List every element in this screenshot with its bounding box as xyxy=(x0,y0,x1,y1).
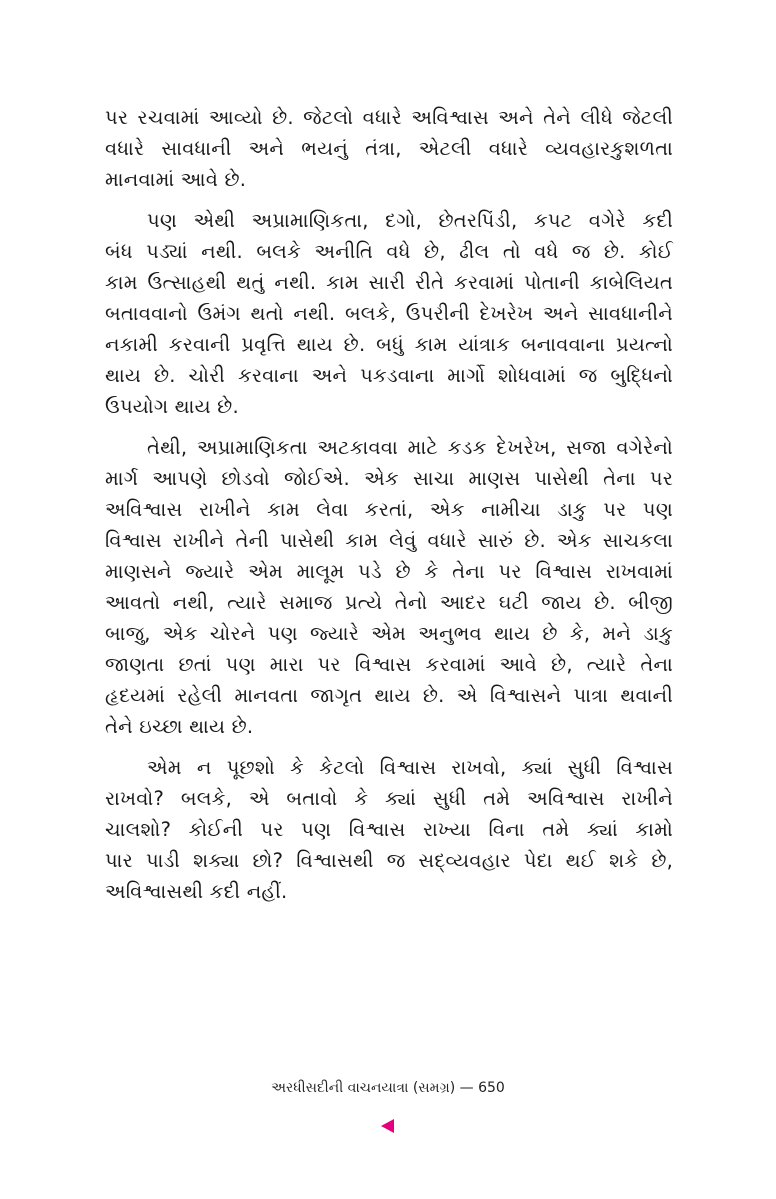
text-line: પણ એથી અપ્રામાણિકતા, દગો, છેતરપિંડી, કપટ વગેરે કદી xyxy=(147,209,673,232)
footer-text: અરધીસદીની વાચનયાત્રા (સમગ્ર) — 650 xyxy=(271,1080,505,1096)
text-line: વધારે સાવધાની અને ભયનું તંત્રા, એટલી વધારે વ્યવહારકુશળતા xyxy=(105,137,673,160)
text-line: જાણતા છતાં પણ મારા પર વિશ્વાસ કરવામાં આવે છે, ત્યારે તેના xyxy=(105,653,673,676)
text-line: એમ ન પૂછશો કે કેટલો વિશ્વાસ રાખવો, ક્યાં સુધી વિશ્વાસ xyxy=(147,756,673,779)
text-line: આવતો નથી, ત્યારે સમાજ પ્રત્યે તેનો આદર ઘટી જાય છે. બીજી xyxy=(105,591,673,614)
text-line: કામ ઉત્સાહથી થતું નથી. કામ સારી રીતે કરવામાં પોતાની કાબેલિયત xyxy=(105,271,673,294)
text-line: પર રચવામાં આવ્યો છે. જેટલો વધારે અવિશ્વાસ અને તેને લીધે જેટલી xyxy=(105,106,673,129)
page-footer xyxy=(0,1078,776,1098)
text-line: ચાલશો? કોઈની પર પણ વિશ્વાસ રાખ્યા વિના તમે ક્યાં કામો xyxy=(105,818,673,841)
text-line: તેને ઇચ્છા થાય છે. xyxy=(105,715,254,738)
text-line: માનવામાં આવે છે. xyxy=(105,168,247,191)
paragraph-3 xyxy=(105,432,673,742)
text-line: થાય છે. ચોરી કરવાના અને પકડવાના માર્ગો શોધવામાં જ બુદ્ધિનો xyxy=(105,364,673,387)
paragraph-4 xyxy=(105,752,673,907)
text-line: બતાવવાનો ઉમંગ થતો નથી. બલકે, ઉપરીની દેખરેખ અને સાવધાનીને xyxy=(105,302,673,325)
text-line: નકામી કરવાની પ્રવૃત્તિ થાય છે. બધું કામ યાંત્રાક બનાવવાના પ્રયત્નો xyxy=(105,333,673,356)
text-line: રાખવો? બલકે, એ બતાવો કે ક્યાં સુધી તમે અવિશ્વાસ રાખીને xyxy=(105,787,673,810)
text-line: માર્ગ આપણે છોડવો જોઈએ. એક સાચા માણસ પાસેથી તેના પર xyxy=(105,467,673,490)
text-line: અવિશ્વાસ રાખીને કામ લેવા કરતાં, એક નામીચા ડાકુ પર પણ xyxy=(105,498,673,521)
text-line: બંધ પડ્યાં નથી. બલકે અનીતિ વધે છે, ઢીલ તો વધે જ છે. કોઈ xyxy=(105,240,673,263)
text-line: પાર પાડી શક્યા છો? વિશ્વાસથી જ સદ્‌વ્યવહાર પેદા થઈ શકે છે, xyxy=(105,849,673,872)
text-line: ઉપયોગ થાય છે. xyxy=(105,395,239,418)
text-line: વિશ્વાસ રાખીને તેની પાસેથી કામ લેવું વધારે સારું છે. એક સાચકલા xyxy=(105,529,673,552)
text-line: તેથી, અપ્રામાણિકતા અટકાવવા માટે કડક દેખરેખ, સજા વગેરેનો xyxy=(147,436,673,459)
text-line: માણસને જ્યારે એમ માલૂમ પડે છે કે તેના પર વિશ્વાસ રાખવામાં xyxy=(105,560,673,583)
paragraph-1 xyxy=(105,102,673,195)
body-text xyxy=(105,102,673,917)
text-line: બાજુ, એક ચોરને પણ જ્યારે એમ અનુભવ થાય છે કે, મને ડાકુ xyxy=(105,622,673,645)
text-line: હૃદયમાં રહેલી માનવતા જાગૃત થાય છે. એ વિશ્વાસને પાત્રા થવાની xyxy=(105,684,673,707)
paragraph-2 xyxy=(105,205,673,422)
text-line: અવિશ્વાસથી કદી નહીં. xyxy=(105,880,288,903)
triangle-left-icon[interactable] xyxy=(381,1119,394,1133)
